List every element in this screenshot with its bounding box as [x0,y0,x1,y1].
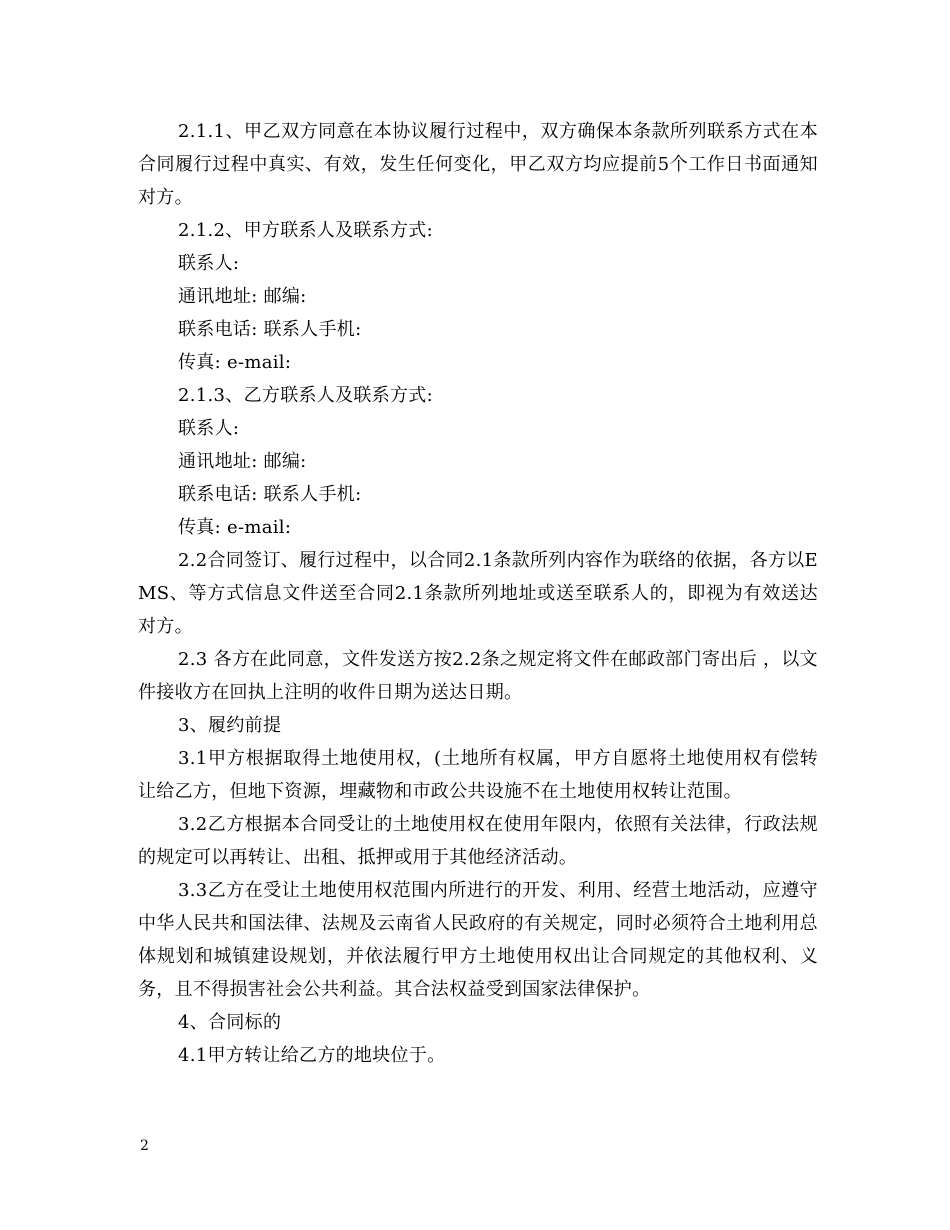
party-b-contact-person: 联系人: [178,418,240,439]
paragraph-4-1: 4.1甲方转让给乙方的地块位于。 [178,1045,446,1066]
paragraph-2-3: 2.3 各方在此同意，文件发送方按2.2条之规定将文件在邮政部门寄出后 ，以文件接收方在回执上注明的收件日期为送达日期。 [138,649,818,703]
party-b-fax-email: 传真: e-mail: [178,517,292,538]
document-body [138,115,818,1072]
paragraph-2-1-2-heading: 2.1.2、甲方联系人及联系方式: [178,220,433,241]
paragraph-2-1-1: 2.1.1、甲乙双方同意在本协议履行过程中，双方确保本条款所列联系方式在本合同履行过程中真实、有效，发生任何变化，甲乙双方均应提前5个工作日书面通知对方。 [138,121,818,208]
party-b-phone-mobile: 联系电话: 联系人手机: [178,484,362,505]
section-4-heading: 4、合同标的 [178,1012,282,1033]
party-a-fax-email: 传真: e-mail: [178,352,292,373]
party-a-phone-mobile: 联系电话: 联系人手机: [178,319,362,340]
paragraph-3-1: 3.1甲方根据取得土地使用权，(土地所有权属，甲方自愿将土地使用权有偿转让给乙方，但地下资源，埋藏物和市政公共设施不在土地使用权转让范围。 [138,748,818,802]
paragraph-2-1-3-heading: 2.1.3、乙方联系人及联系方式: [178,385,433,406]
party-b-address-postcode: 通讯地址: 邮编: [178,451,307,472]
paragraph-2-2: 2.2合同签订、履行过程中，以合同2.1条款所列内容作为联络的依据，各方以EMS、等方式信息文件送至合同2.1条款所列地址或送至联系人的，即视为有效送达对方。 [138,550,818,637]
section-3-heading: 3、履约前提 [178,715,282,736]
party-a-address-postcode: 通讯地址: 邮编: [178,286,307,307]
paragraph-3-3: 3.3乙方在受让土地使用权范围内所进行的开发、利用、经营土地活动，应遵守中华人民共和国法律、法规及云南省人民政府的有关规定，同时必须符合土地利用总体规划和城镇建设规划，并依法履行甲方土地使用权出让合同规定的其他权利、义务，且不得损害社会公共利益。其合法权益受到国家法律保护。 [138,880,818,1000]
page-number: 2 [140,1138,149,1154]
party-a-contact-person: 联系人: [178,253,240,274]
paragraph-3-2: 3.2乙方根据本合同受让的土地使用权在使用年限内，依照有关法律，行政法规的规定可以再转让、出租、抵押或用于其他经济活动。 [138,814,818,868]
